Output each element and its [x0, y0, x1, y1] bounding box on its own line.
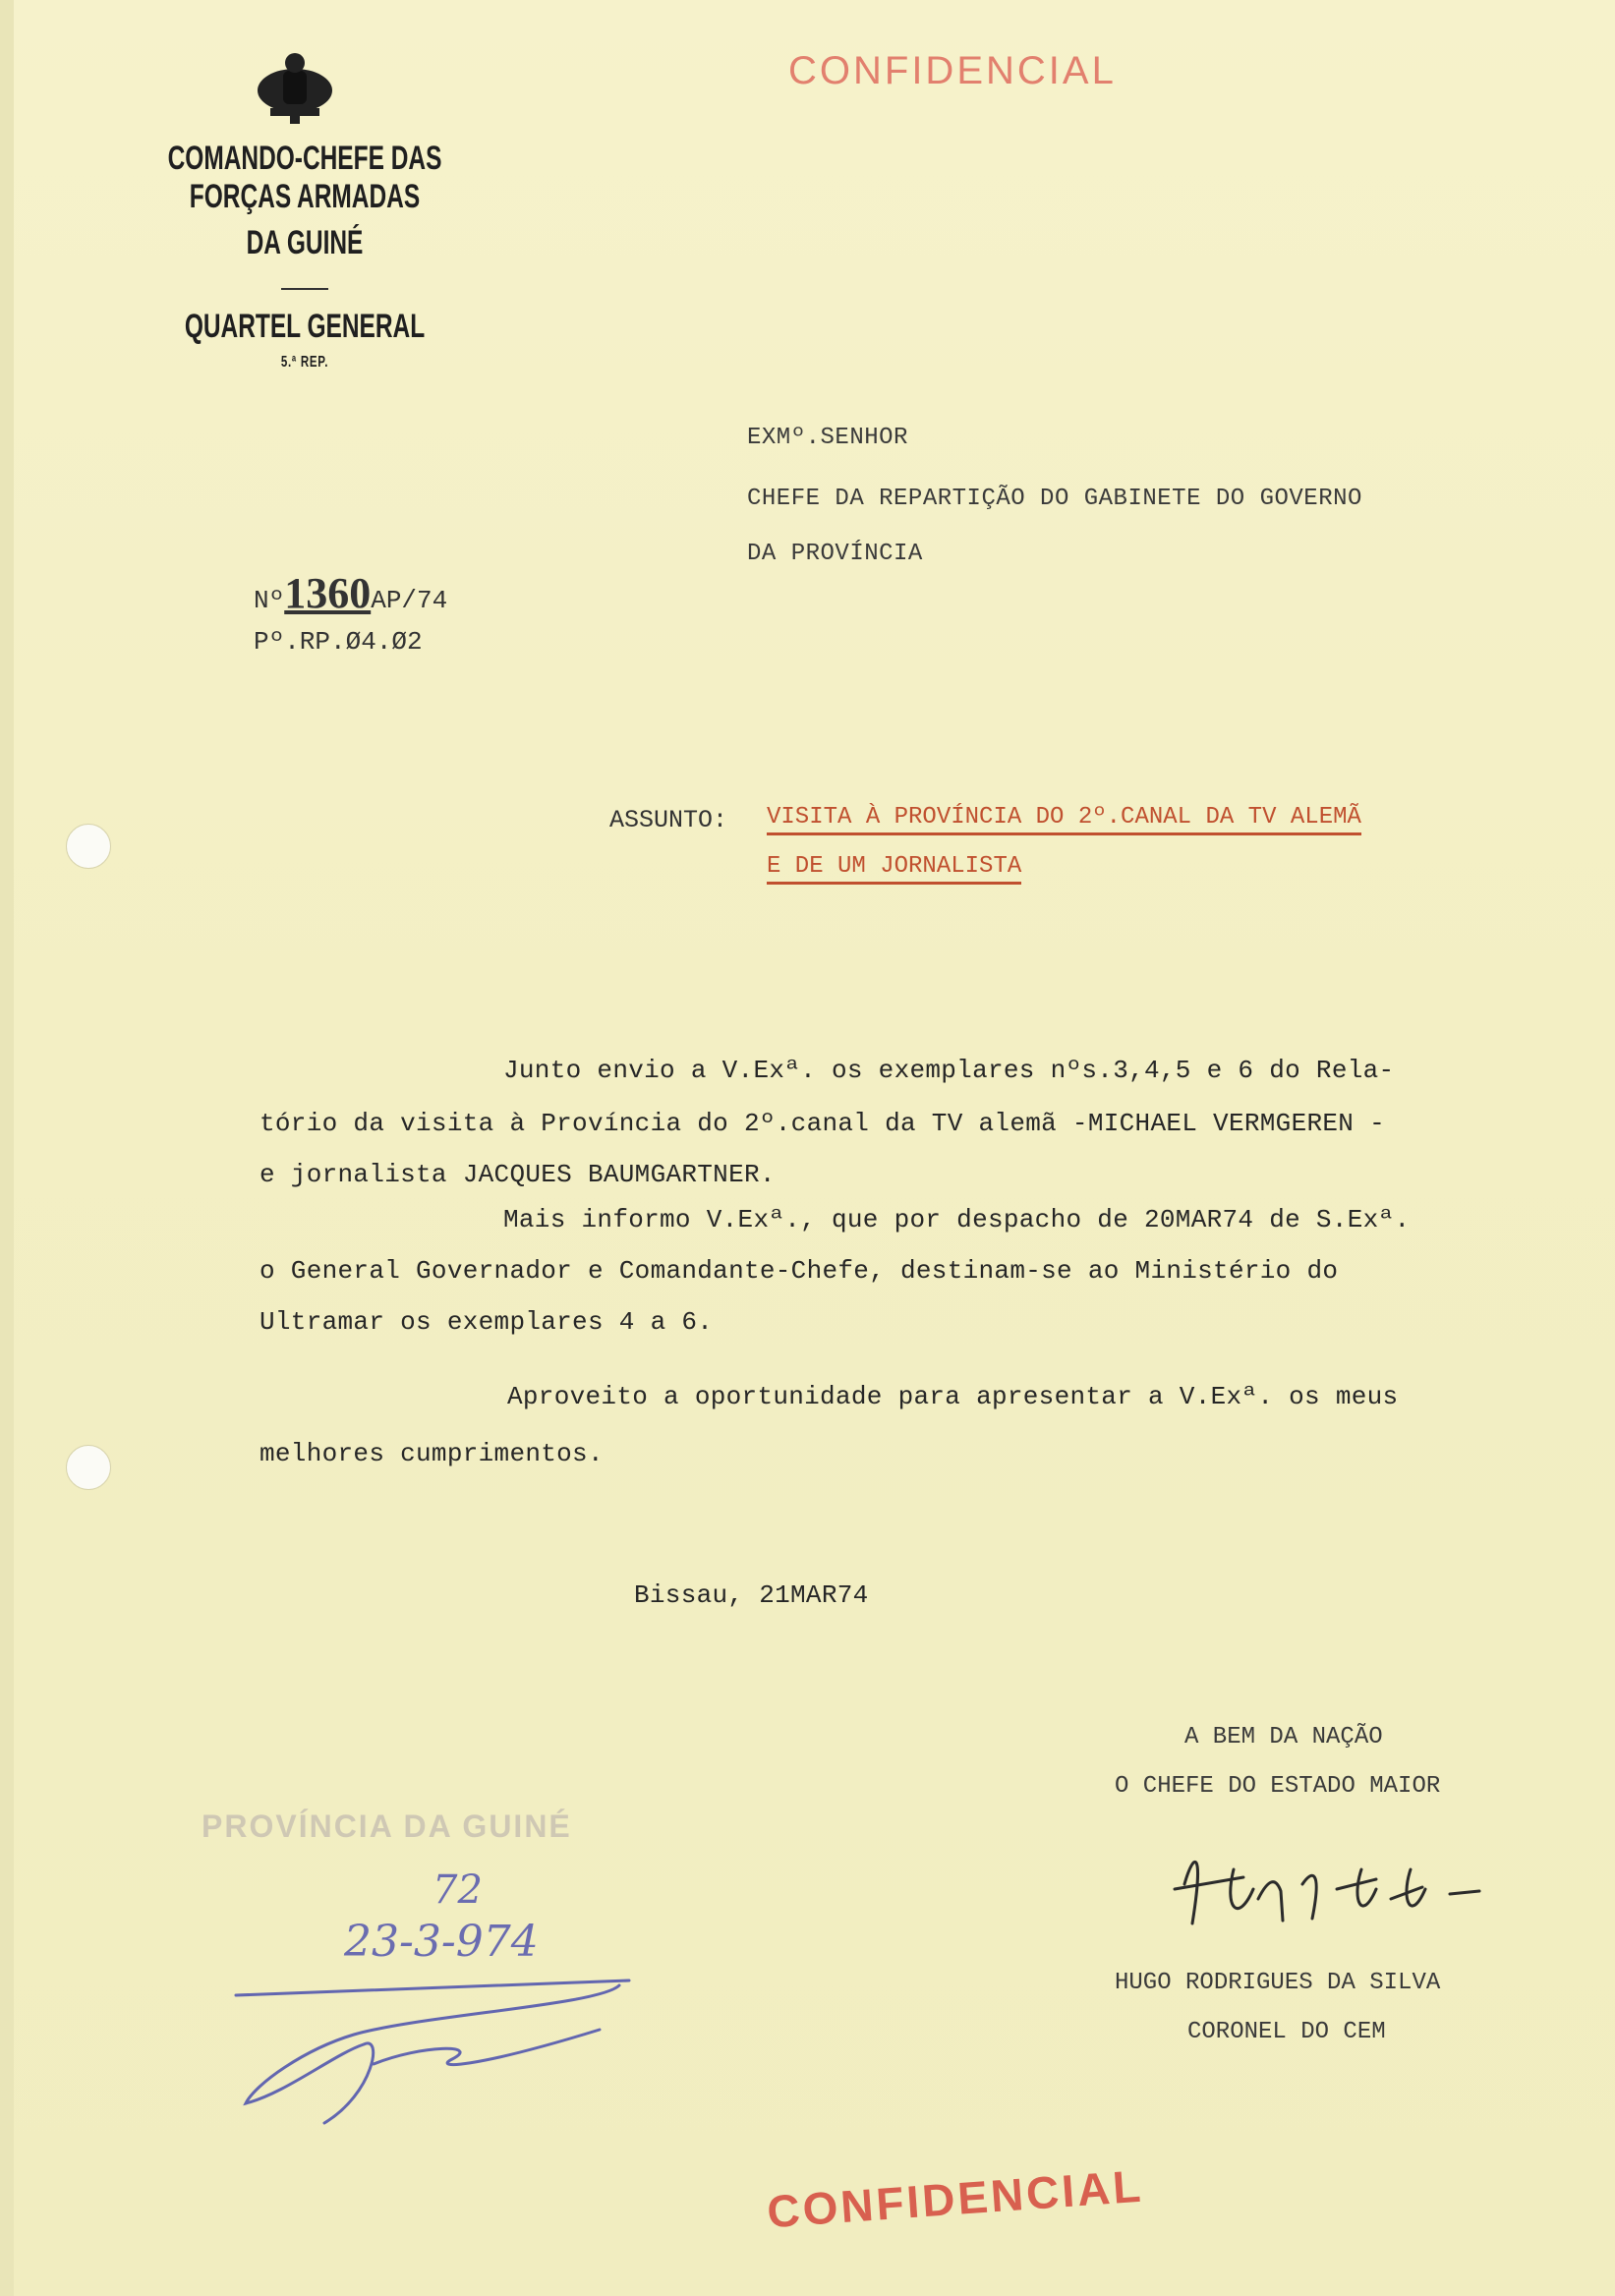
- body-paragraph-line: Mais informo V.Exª., que por despacho de 20MAR74 de S.Exª.: [503, 1205, 1411, 1234]
- subject-label: ASSUNTO:: [609, 806, 728, 834]
- signatory-title: O CHEFE DO ESTADO MAIOR: [1115, 1773, 1441, 1800]
- body-paragraph-line: Ultramar os exemplares 4 a 6.: [260, 1307, 714, 1337]
- process-reference: Pº.RP.Ø4.Ø2: [254, 627, 423, 657]
- letterhead: [79, 49, 531, 372]
- reference-stamped-number: 1360: [284, 569, 372, 617]
- body-paragraph-line: Junto envio a V.Exª. os exemplares nºs.3,4,5 e 6 do Rela-: [503, 1056, 1395, 1085]
- letterhead-divider: [281, 288, 328, 290]
- addressee-salutation: EXMº.SENHOR: [747, 425, 908, 451]
- coat-of-arms-icon: [251, 49, 339, 126]
- body-paragraph-line: Aproveito a oportunidade para apresentar a V.Exª. os meus: [507, 1382, 1399, 1411]
- received-stamp-province: PROVÍNCIA DA GUINÉ: [202, 1808, 572, 1844]
- addressee-province: DA PROVÍNCIA: [747, 541, 923, 567]
- paper-edge: [0, 0, 14, 2296]
- signatory-rank: CORONEL DO CEM: [1187, 2019, 1386, 2045]
- body-paragraph-line: o General Governador e Comandante-Chefe, destinam-se ao Ministério do: [260, 1256, 1339, 1286]
- reference-number: [254, 568, 447, 618]
- letterhead-command: COMANDO-CHEFE DAS FORÇAS ARMADAS: [167, 140, 442, 215]
- body-paragraph-line: melhores cumprimentos.: [260, 1439, 604, 1468]
- received-stamp-number: 72: [433, 1867, 483, 1913]
- body-paragraph-line: e jornalista JACQUES BAUMGARTNER.: [260, 1160, 776, 1189]
- confidential-stamp-bottom: CONFIDENCIAL: [765, 2159, 1145, 2238]
- confidential-stamp-top: CONFIDENCIAL: [788, 49, 1117, 92]
- letterhead-headquarters: QUARTEL GENERAL: [184, 308, 426, 345]
- subject-line-2: E DE UM JORNALISTA: [767, 853, 1021, 880]
- signatory-name: HUGO RODRIGUES DA SILVA: [1115, 1970, 1441, 1996]
- initials-signature: [226, 1976, 639, 2133]
- reference-prefix: Nº: [254, 586, 285, 615]
- reference-suffix: AP/74: [371, 586, 448, 615]
- body-paragraph-line: tório da visita à Província do 2º.canal da TV alemã -MICHAEL VERMGEREN -: [260, 1109, 1385, 1138]
- subject-line-1: VISITA À PROVÍNCIA DO 2º.CANAL DA TV ALEMÃ: [767, 804, 1361, 831]
- punch-hole: [66, 824, 111, 869]
- letterhead-region: DA GUINÉ: [246, 224, 364, 261]
- place-date: Bissau, 21MAR74: [634, 1580, 869, 1610]
- closing-formula: A BEM DA NAÇÃO: [1184, 1724, 1383, 1751]
- addressee-title: CHEFE DA REPARTIÇÃO DO GABINETE DO GOVERNO: [747, 486, 1362, 512]
- signature: [1165, 1830, 1538, 1958]
- received-stamp-date: 23-3-974: [344, 1917, 539, 1967]
- punch-hole: [66, 1445, 111, 1490]
- letterhead-department: 5.ª REP.: [280, 354, 329, 371]
